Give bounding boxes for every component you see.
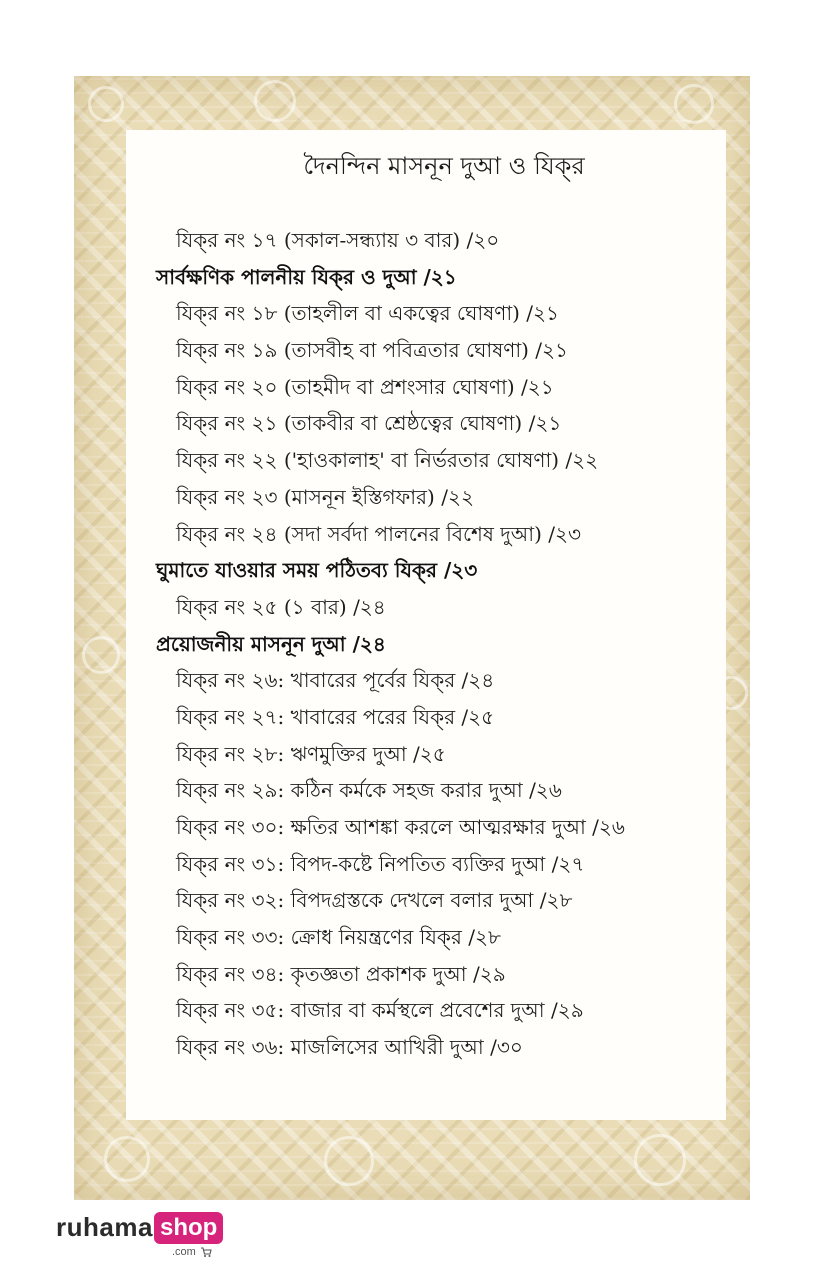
toc-entry: যিক্‌র নং ৩৪: কৃতজ্ঞতা প্রকাশক দুআ /২৯ [176,961,506,986]
toc-entry: যিক্‌র নং ২৯: কঠিন কর্মকে সহজ করার দুআ /২৬ [176,778,562,803]
toc-entry: যিক্‌র নং ৩৩: ক্রোধ নিয়ন্ত্রণের যিক্‌র /২৮ [176,925,501,950]
border-ornament-left [82,636,120,674]
toc-entry: যিক্‌র নং ১৯ (তাসবীহ বা পবিত্রতার ঘোষণা) /২১ [176,338,568,363]
border-ornament-bottom-right [634,1134,686,1186]
logo-com-text: .com [172,1246,196,1258]
toc-entry: যিক্‌র নং ২৬: খাবারের পূর্বের যিক্‌র /২৪ [176,668,495,693]
toc-entry: যিক্‌র নং ২৭: খাবারের পরের যিক্‌র /২৫ [176,704,495,729]
toc-entry: যিক্‌র নং ৩৫: বাজার বা কর্মস্থলে প্রবেশের দুআ /২৯ [176,998,584,1023]
toc-entry: যিক্‌র নং ১৮ (তাহলীল বা একত্বের ঘোষণা) /২১ [176,301,559,326]
table-of-contents [150,222,720,1066]
toc-entry: যিক্‌র নং ২২ ('হাওকালাহ' বা নির্ভরতার ঘোষণা) /২২ [176,448,599,473]
toc-entry: যিক্‌র নং ৩৬: মাজলিসের আখিরী দুআ /৩০ [176,1035,523,1060]
logo-ruhama-text: ruhama [56,1212,153,1242]
toc-section-heading: প্রয়োজনীয় মাসনূন দুআ /২৪ [156,631,386,656]
toc-entry: যিক্‌র নং ৩২: বিপদগ্রস্তকে দেখলে বলার দুআ /২৮ [176,888,573,913]
toc-entry: যিক্‌র নং ২১ (তাকবীর বা শ্রেষ্ঠত্বের ঘোষণা) /২১ [176,411,562,436]
toc-section-heading: সার্বক্ষণিক পালনীয় যিক্‌র ও দুআ /২১ [156,264,457,289]
border-ornament-top [254,80,296,122]
cart-icon [200,1246,212,1258]
border-ornament-top-right [674,84,714,124]
toc-entry: যিক্‌র নং ২৪ (সদা সর্বদা পালনের বিশেষ দুআ) /২৩ [176,521,581,546]
content-panel [126,130,726,1120]
toc-entry: যিক্‌র নং ৩১: বিপদ-কষ্টে নিপতিত ব্যক্তির দুআ /২৭ [176,851,585,876]
border-ornament-bottom-left [104,1136,150,1182]
toc-entry: যিক্‌র নং ২৮: ঋণমুক্তির দুআ /২৫ [176,741,446,766]
toc-entry: যিক্‌র নং ১৭ (সকাল-সন্ধ্যায় ৩ বার) /২০ [176,228,500,252]
toc-entry: যিক্‌র নং ৩০: ক্ষতির আশঙ্কা করলে আত্মরক্ষার দুআ /২৬ [176,815,625,839]
page-header: দৈনন্দিন মাসনূন দুআ ও যিক্‌র [303,152,585,180]
toc-entry: যিক্‌র নং ২০ (তাহমীদ বা প্রশংসার ঘোষণা) /২১ [176,374,554,399]
toc-section-heading: ঘুমাতে যাওয়ার সময় পঠিতব্য যিক্‌র /২৩ [156,558,478,583]
border-ornament-bottom [324,1136,374,1186]
logo-shop-badge: shop [154,1212,223,1244]
ruhamashop-logo [56,1210,286,1260]
toc-entry: যিক্‌র নং ২৩ (মাসনূন ইস্তিগফার) /২২ [176,484,474,509]
border-ornament-top-left [88,86,124,122]
toc-entry: যিক্‌র নং ২৫ (১ বার) /২৪ [176,594,386,619]
